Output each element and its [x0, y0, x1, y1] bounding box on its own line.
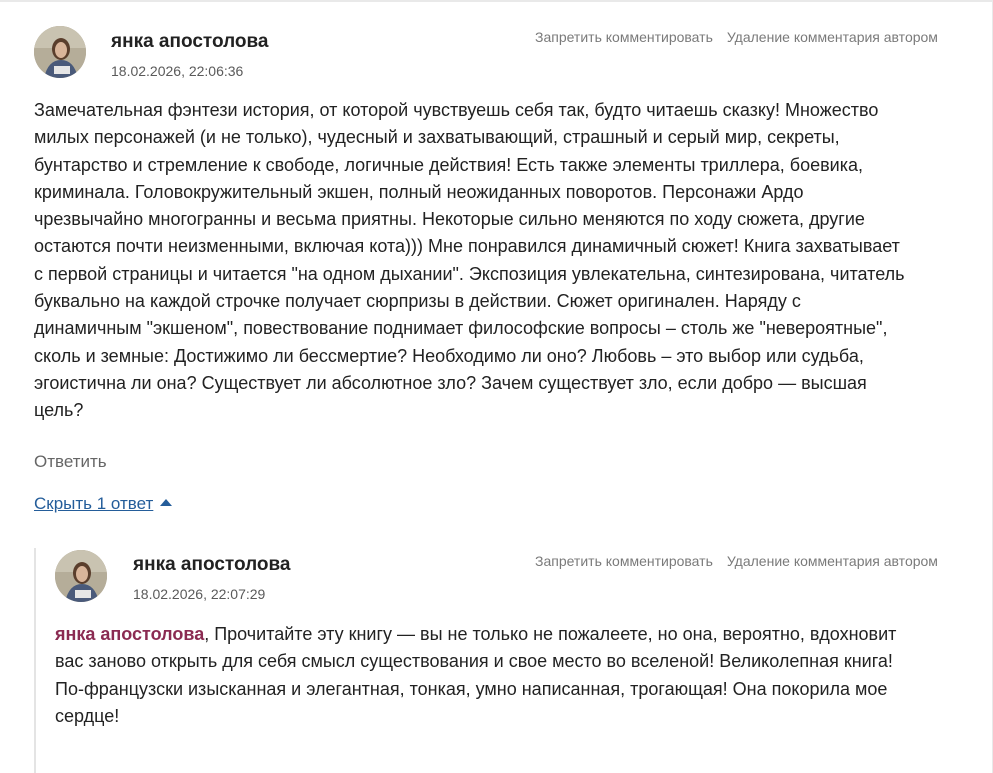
comment-text-line: остаются почти неизменными, включая кота))) Мне понравился динамичный сюжет! Книга захватывает	[34, 236, 900, 257]
comment-actions	[535, 29, 938, 45]
comment-text-line: бунтарство и стремление к свободе, логичные действия! Есть также элементы триллера, боевика,	[34, 154, 864, 175]
reply-author[interactable]: янка апостолова	[133, 554, 291, 575]
comment-text-line: с первой страницы и читается "на одном дыхании". Экспозиция увлекательна, синтезирована, читатель	[34, 263, 905, 284]
reply-text	[55, 621, 896, 730]
reply-text-line	[55, 621, 896, 648]
reply-delete-comment-button[interactable]: Удаление комментария автором	[726, 553, 938, 569]
comment-text-line: динамичным "экшеном", повествование поднимает философские вопросы – столь же "невероятные",	[34, 318, 888, 339]
reply-actions	[535, 553, 938, 569]
comment-text-line: криминала. Головокружительный экшен, полный неожиданных поворотов. Персонажи Ардо	[34, 181, 804, 202]
reply-date: 18.02.2026, 22:07:29	[133, 586, 266, 602]
comment-text-line: эгоистична ли она? Существует ли абсолютное зло? Зачем существует зло, если добро — высшая	[34, 372, 867, 393]
reply-text-fragment: , Прочитайте эту книгу — вы не только не пожалеете, но она, вероятно, вдохновит	[204, 624, 897, 644]
comment-text-line: Замечательная фэнтези история, от которой чувствуешь себя так, будто читаешь сказку! Множество	[34, 100, 879, 120]
comment-author[interactable]: янка апостолова	[111, 31, 269, 52]
reply-mention[interactable]: янка апостолова	[55, 624, 205, 644]
comment-text	[34, 97, 905, 425]
reply-text-line: По-французски изысканная и элегантная, тонкая, умно написанная, трогающая! Она покорила мое	[55, 678, 888, 699]
caret-up-icon	[160, 499, 172, 506]
reply-text-line: сердце!	[55, 705, 120, 726]
ban-commenting-button[interactable]: Запретить комментировать	[535, 29, 713, 45]
reply-text-line: вас заново открыть для себя смысл существования и свое место во вселеной! Великолепная книга!	[55, 651, 893, 672]
top-border	[0, 0, 993, 2]
comment-text-line: цель?	[34, 400, 84, 421]
comment-text-line: чрезвычайно многогранны и весьма приятны. Некоторые сильно меняются по ходу сюжета, другие	[34, 209, 865, 230]
comment-date: 18.02.2026, 22:06:36	[111, 63, 244, 79]
comment-text-line: милых персонажей (и не только), чудесный и захватывающий, страшный и серый мир, секреты,	[34, 127, 840, 148]
reply-ban-commenting-button[interactable]: Запретить комментировать	[535, 553, 713, 569]
delete-comment-button[interactable]: Удаление комментария автором	[726, 29, 938, 45]
hide-replies-toggle[interactable]	[34, 494, 172, 514]
comment-text-line: буквально на каждой строчке получает сюрпризы в действии. Сюжет оригинален. Наряду с	[34, 291, 801, 312]
reply-button[interactable]: Ответить	[34, 452, 107, 471]
reply-thread-line	[34, 548, 36, 773]
hide-replies-label: Скрыть 1 ответ	[34, 494, 154, 513]
comment-text-line: сколь и земные: Достижимо ли бессмертие? Необходимо ли оно? Любовь – это выбор или судьба,	[34, 345, 864, 366]
avatar[interactable]	[34, 26, 86, 78]
reply-avatar[interactable]	[55, 550, 107, 602]
